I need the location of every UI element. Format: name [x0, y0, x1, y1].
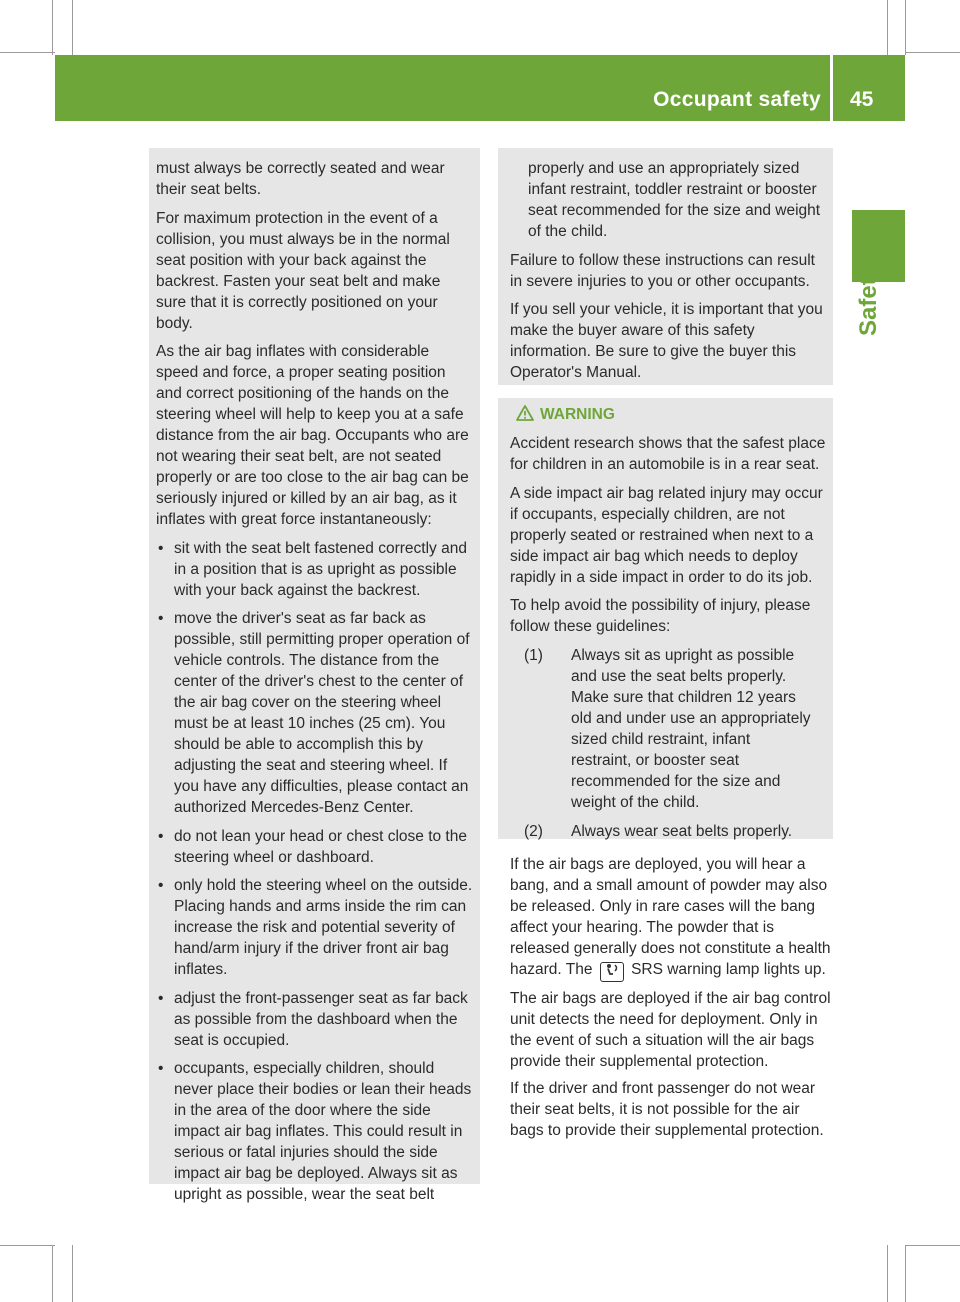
paragraph: A side impact air bag related injury may occur if occupants, especially children, are not properly seated or restrained when next to a side impact air bag which needs to deploy rapidly in a side impact in order to do its job. [510, 484, 823, 586]
bullet-item [156, 826, 473, 868]
numbered-item [510, 645, 826, 813]
crop-mark [72, 0, 73, 55]
bullet-text: adjust the front-passenger seat as far back as possible from the dashboard when the seat is occupied. [174, 989, 468, 1049]
crop-mark [72, 1245, 73, 1302]
crop-mark [905, 1245, 960, 1246]
paragraph: Failure to follow these instructions can result in severe injuries to you or other occupants. [510, 251, 815, 290]
paragraph: The air bags are deployed if the air bag control unit detects the need for deployment. Only in the event of such a situation will the air bags provide their supplemental protection. [510, 990, 831, 1070]
item-number: (2) [524, 823, 543, 840]
paragraph: must always be correctly seated and wear their seat belts. [156, 160, 445, 198]
bullet-dot-icon: • [158, 610, 164, 627]
crop-mark [905, 52, 960, 53]
item-text: Always sit as upright as possible and use the seat belts properly. Make sure that children 12 years old and under use an appropriately sized child restraint, infant restraint, or booster seat recommended for the size and weight of the child. [571, 647, 811, 811]
bullet-dot-icon: • [158, 989, 164, 1007]
bullet-text: move the driver's seat as far back as possible, still permitting proper operation of vehicle controls. The distance from the center of the driver's chest to the center of the air bag cover on the steering wheel must be at least 10 inches (25 cm). You should be able to accomplish this by adjusting the seat and steering wheel. If you have any difficulties, please contact an authorized Mercedes-Benz Center. [174, 610, 470, 816]
main-text [510, 854, 836, 1147]
paragraph: Accident research shows that the safest place for children in an automobile is in a rear seat. [510, 435, 826, 473]
bullet-item [156, 608, 473, 818]
paragraph: To help avoid the possibility of injury, please follow these guidelines: [510, 597, 811, 635]
paragraph: properly and use an appropriately sized infant restraint, toddler restraint or booster seat recommended for the size and weight of the child. [528, 160, 821, 240]
item-text: Always wear seat belts properly. [571, 823, 793, 840]
crop-mark [0, 1245, 55, 1246]
crop-mark [887, 0, 888, 55]
numbered-item [510, 821, 826, 842]
safety-notice-box-continued [498, 148, 833, 385]
paragraph [510, 854, 836, 982]
bullet-text: sit with the seat belt fastened correctly and in a position that is as upright as possible with your back against the backrest. [174, 539, 467, 599]
bullet-item [156, 988, 473, 1051]
bullet-text: do not lean your head or chest close to the steering wheel or dashboard. [174, 827, 467, 866]
safety-notice-box-left [149, 148, 480, 1203]
crop-mark [52, 0, 53, 55]
warning-heading [510, 404, 826, 427]
bullet-dot-icon: • [158, 539, 164, 557]
page-number: 45 [850, 88, 874, 111]
bullet-dot-icon: • [158, 827, 164, 845]
crop-mark [905, 0, 906, 55]
crop-mark [905, 1245, 906, 1302]
paragraph: For maximum protection in the event of a collision, you must always be in the normal seat position with your back against the backrest. Fasten your seat belt and make sure that it is correctly positioned on your body. [156, 209, 450, 332]
bullet-dot-icon: • [158, 1060, 164, 1077]
page-title: Occupant safety [653, 88, 821, 111]
warning-triangle-icon [516, 405, 534, 427]
section-label: Safety [855, 263, 882, 336]
bullet-item [156, 875, 473, 980]
warning-box [498, 398, 833, 839]
item-number: (1) [524, 647, 543, 664]
bullet-text: occupants, especially children, should never place their bodies or lean their heads in the area of the door where the side impact air bag inflates. This could result in serious or fatal injuries should the side impact air bag be deployed. Always sit as upright as possible, wear the seat belt [174, 1060, 472, 1203]
srs-warning-lamp-icon [600, 962, 624, 982]
crop-mark [0, 52, 55, 53]
paragraph: If you sell your vehicle, it is important that you make the buyer aware of this safety information. Be sure to give the buyer this Operator's Manual. [510, 301, 823, 381]
crop-mark [52, 1245, 53, 1302]
bullet-text: only hold the steering wheel on the outside. Placing hands and arms inside the rim can increase the risk and potential severity of hand/arm injury if the driver front air bag inflates. [174, 877, 473, 978]
crop-mark [887, 1245, 888, 1302]
bullet-dot-icon: • [158, 877, 164, 894]
header-divider [830, 55, 833, 121]
bullet-item [156, 538, 473, 601]
text-run: SRS warning lamp lights up. [631, 961, 826, 978]
paragraph: If the driver and front passenger do not wear their seat belts, it is not possible for the air bags to provide their supplemental protection. [510, 1080, 824, 1139]
text-run: If the air bags are deployed, you will hear a bang, and a small amount of powder may also be released. Only in rare cases will the bang affect your hearing. The powder that is released generally does not constitute a health hazard. The [510, 856, 831, 978]
bullet-item [156, 1058, 473, 1205]
paragraph: As the air bag inflates with considerable speed and force, a proper seating position and correct positioning of the hands on the steering wheel will help to keep you at a safe distance from the air bag. Occupants who are not wearing their seat belt, are not seated properly or are too close to the air bag can be seriously injured or killed by an air bag, as it inflates with great force instantaneously: [156, 343, 469, 528]
warning-heading-text: WARNING [540, 406, 615, 423]
